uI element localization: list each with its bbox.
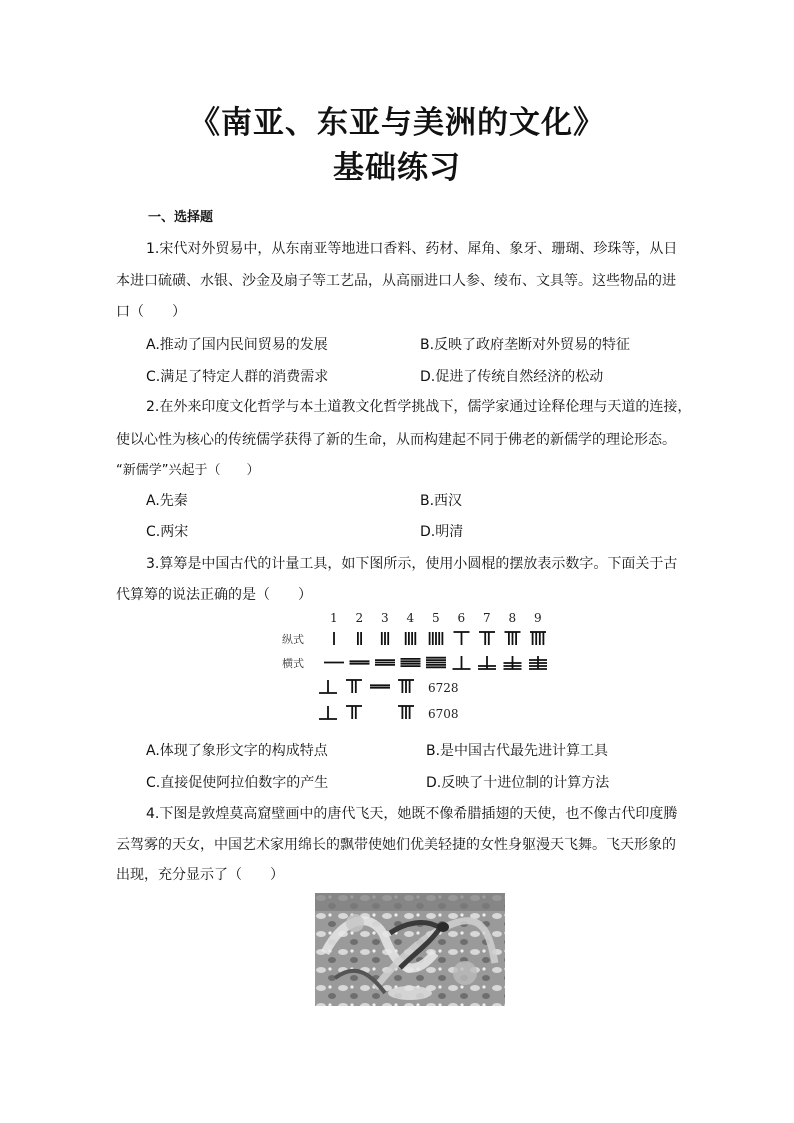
- q1-option-d: D.促进了传统自然经济的松动: [420, 369, 604, 385]
- q4-line-1: 4.下图是敦煌莫高窟壁画中的唐代飞天，她既不像希腊插翅的天使，也不像古代印度腾: [146, 806, 678, 822]
- q2-option-d: D.明清: [420, 524, 464, 540]
- document-subtitle: 基础练习: [333, 150, 461, 186]
- counting-rods-figure: [280, 608, 570, 728]
- digit-label: 4: [406, 611, 415, 625]
- example-number-2: 6708: [428, 707, 459, 721]
- horizontal-form-label: 横式: [282, 657, 304, 670]
- document-title: 《南亚、东亚与美洲的文化》: [189, 105, 605, 141]
- q4-line-3: 出现，充分显示了（ ）: [116, 867, 284, 883]
- q3-option-c: C.直接促使阿拉伯数字的产生: [146, 775, 329, 791]
- digit-label: 6: [457, 611, 466, 625]
- example-number-1: 6728: [428, 681, 459, 695]
- q2-line-1: 2.在外来印度文化哲学与本土道教文化哲学挑战下，儒学家通过诠释伦理与天道的连接，: [146, 399, 692, 415]
- q1-line-3: 口（ ）: [116, 304, 186, 320]
- digit-label: 5: [432, 611, 440, 625]
- q1-line-2: 本进口硫磺、水银、沙金及扇子等工艺品，从高丽进口人参、绫布、文具等。这些物品的进: [116, 273, 676, 289]
- dunhuang-mural-image: [315, 893, 505, 1006]
- q2-option-a: A.先秦: [146, 493, 188, 509]
- q2-option-b: B.西汉: [420, 493, 463, 509]
- q3-option-b: B.是中国古代最先进计算工具: [426, 743, 609, 759]
- q1-line-1: 1.宋代对外贸易中，从东南亚等地进口香料、药材、犀角、象牙、珊瑚、珍珠等，从日: [146, 241, 678, 257]
- q4-line-2: 云驾雾的天女，中国艺术家用绵长的飘带使她们优美轻捷的女性身躯漫天飞舞。飞天形象的: [116, 837, 676, 853]
- q3-line-1: 3.算筹是中国古代的计量工具，如下图所示，使用小圆棍的摆放表示数字。下面关于古: [146, 556, 678, 572]
- q2-line-3: “新儒学”兴起于（ ）: [116, 463, 260, 478]
- q3-line-2: 代算筹的说法正确的是（ ）: [116, 587, 312, 603]
- q1-option-b: B.反映了政府垄断对外贸易的特征: [420, 337, 631, 353]
- digit-label: 8: [508, 611, 517, 625]
- digit-label: 7: [483, 611, 491, 625]
- q1-option-c: C.满足了特定人群的消费需求: [146, 369, 329, 385]
- digit-label: 3: [381, 611, 389, 625]
- digit-label: 1: [330, 611, 338, 625]
- q2-option-c: C.两宋: [146, 524, 189, 540]
- digit-label: 9: [534, 611, 542, 625]
- vertical-form-label: 纵式: [282, 633, 304, 646]
- digit-label: 2: [355, 611, 364, 625]
- section-heading: 一、选择题: [148, 210, 214, 225]
- q3-option-d: D.反映了十进位制的计算方法: [426, 775, 610, 791]
- q1-option-a: A.推动了国内民间贸易的发展: [146, 337, 328, 353]
- q3-option-a: A.体现了象形文字的构成特点: [146, 743, 328, 759]
- q2-line-2: 使以心性为核心的传统儒学获得了新的生命，从而构建起不同于佛老的新儒学的理论形态。: [116, 432, 676, 448]
